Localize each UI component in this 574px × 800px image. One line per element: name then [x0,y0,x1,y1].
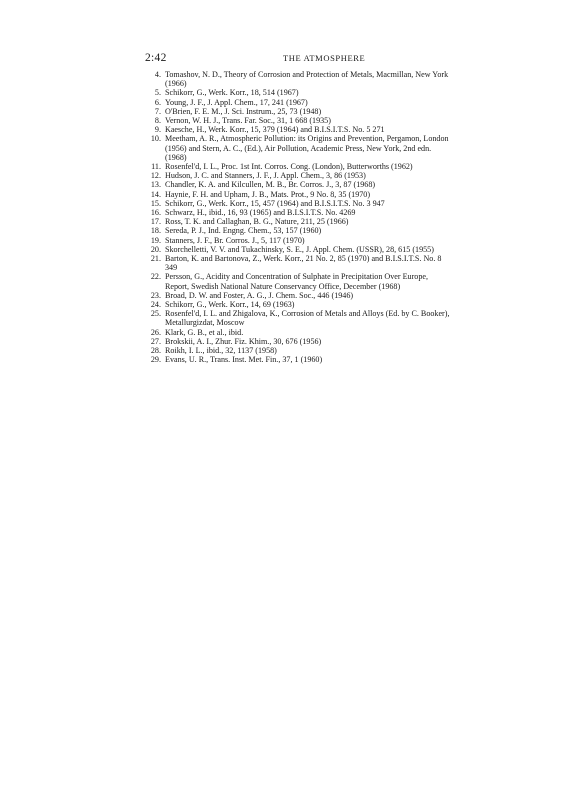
reference-text: Persson, G., Acidity and Concentration of Sulphate in Precipitation Over Europe, Report, Swedish National Nature Conservancy Office, December (1968) [165,272,428,291]
reference-number: 29. [150,355,161,365]
reference-number: 17. [150,217,161,227]
reference-number: 20. [150,244,161,254]
reference-number: 22. [150,272,161,282]
reference-item [148,107,453,116]
reference-text: Meetham, A. R., Atmospheric Pollution: its Origins and Prevention, Pergamon, London (1956) and Stern, A. C., (Ed.), Air Pollution, Academic Press, New York, 2nd edn. (1968) [165,134,449,162]
reference-item [148,208,453,217]
reference-item [148,355,453,364]
reference-number: 26. [150,327,161,337]
reference-item [148,226,453,235]
reference-text: Schikorr, G., Werk. Korr., 18, 514 (1967) [165,88,299,98]
reference-number: 4. [154,70,161,79]
reference-item [148,328,453,337]
reference-item [148,88,453,97]
reference-number: 10. [150,134,161,144]
reference-number: 6. [154,97,161,107]
reference-number: 24. [150,300,161,310]
reference-item [148,217,453,226]
reference-item [148,300,453,309]
reference-item [148,180,453,189]
reference-text: Barton, K. and Bartonova, Z., Werk. Korr., 21 No. 2, 85 (1970) and B.I.S.I.T.S. No. 8 349 [165,254,442,273]
reference-number: 18. [150,226,161,236]
reference-item [148,272,453,290]
reference-text: Broad, D. W. and Foster, A. G., J. Chem. Soc., 446 (1946) [165,290,354,300]
reference-text: Roikh, I. L., ibid., 32, 1137 (1958) [165,346,277,356]
reference-number: 15. [150,198,161,208]
reference-number: 16. [150,208,161,218]
reference-text: O'Brien, F. E. M., J. Sci. Instrum., 25, 73 (1948) [165,106,322,116]
reference-list [148,70,453,365]
reference-item [148,162,453,171]
reference-number: 9. [154,125,161,135]
reference-text: Hudson, J. C. and Stanners, J. F., J. Appl. Chem., 3, 86 (1953) [165,171,366,181]
reference-text: Rosenfel'd, I. L., Proc. 1st Int. Corros. Cong. (London), Butterworths (1962) [165,162,413,172]
reference-number: 12. [150,171,161,181]
reference-text: Evans, U. R., Trans. Inst. Met. Fin., 37, 1 (1960) [165,355,323,365]
reference-number: 23. [150,290,161,300]
reference-item [148,346,453,355]
page-header [145,52,453,66]
reference-item [148,134,453,162]
reference-text: Haynie, F. H. and Upham, J. B., Mats. Prot., 9 No. 8, 35 (1970) [165,189,371,199]
reference-text: Stanners, J. F., Br. Corros. J., 5, 117 (1970) [165,235,305,245]
reference-number: 21. [150,254,161,264]
reference-item [148,236,453,245]
reference-number: 11. [151,162,161,172]
reference-item [148,245,453,254]
reference-number: 8. [154,116,161,126]
reference-text: Sereda, P. J., Ind. Engng. Chem., 53, 157 (1960) [165,226,322,236]
reference-number: 14. [150,189,161,199]
reference-text: Kaesche, H., Werk. Korr., 15, 379 (1964) and B.I.S.I.T.S. No. 5 271 [165,125,385,135]
reference-item [148,171,453,180]
reference-text: Chandler, K. A. and Kilcullen, M. B., Br. Corros. J., 3, 87 (1968) [165,180,376,190]
reference-item [148,309,453,327]
reference-number: 27. [150,336,161,346]
reference-text: Schikorr, G., Werk. Korr., 14, 69 (1963) [165,300,295,310]
reference-item [148,116,453,125]
reference-number: 25. [150,309,161,319]
reference-item [148,337,453,346]
reference-number: 5. [154,88,161,98]
page-number: 2:42 [145,52,167,64]
reference-text: Young, J. F., J. Appl. Chem., 17, 241 (1967) [165,97,308,107]
reference-item [148,254,453,272]
reference-text: Ross, T. K. and Callaghan, B. G., Nature, 211, 25 (1966) [165,217,349,227]
reference-text: Klark, G. B., et al., ibid. [165,327,244,337]
reference-item [148,190,453,199]
running-title: THE ATMOSPHERE [283,53,366,63]
reference-text: Schikorr, G., Werk. Korr., 15, 457 (1964) and B.I.S.I.T.S. No. 3 947 [165,198,385,208]
reference-number: 19. [150,235,161,245]
reference-item [148,98,453,107]
reference-number: 28. [150,346,161,356]
reference-text: Brokskii, A. I., Zhur. Fiz. Khim., 30, 676 (1956) [165,336,322,346]
reference-item [148,125,453,134]
reference-text: Schwarz, H., ibid., 16, 93 (1965) and B.I.S.I.T.S. No. 4269 [165,208,356,218]
reference-number: 7. [154,106,161,116]
reference-item [148,70,453,88]
reference-text: Vernon, W. H. J., Trans. Far. Soc., 31, 1 668 (1935) [165,116,331,126]
reference-text: Tomashov, N. D., Theory of Corrosion and Protection of Metals, Macmillan, New York (1966) [165,70,449,89]
reference-item [148,199,453,208]
reference-item [148,291,453,300]
reference-text: Skorchelletti, V. V. and Tukachinsky, S. E., J. Appl. Chem. (USSR), 28, 615 (1955) [165,244,434,254]
reference-text: Rosenfel'd, I. L. and Zhigalova, K., Corrosion of Metals and Alloys (Ed. by C. Booker), Metallurgizdat, Moscow [165,309,450,328]
reference-number: 13. [150,180,161,190]
